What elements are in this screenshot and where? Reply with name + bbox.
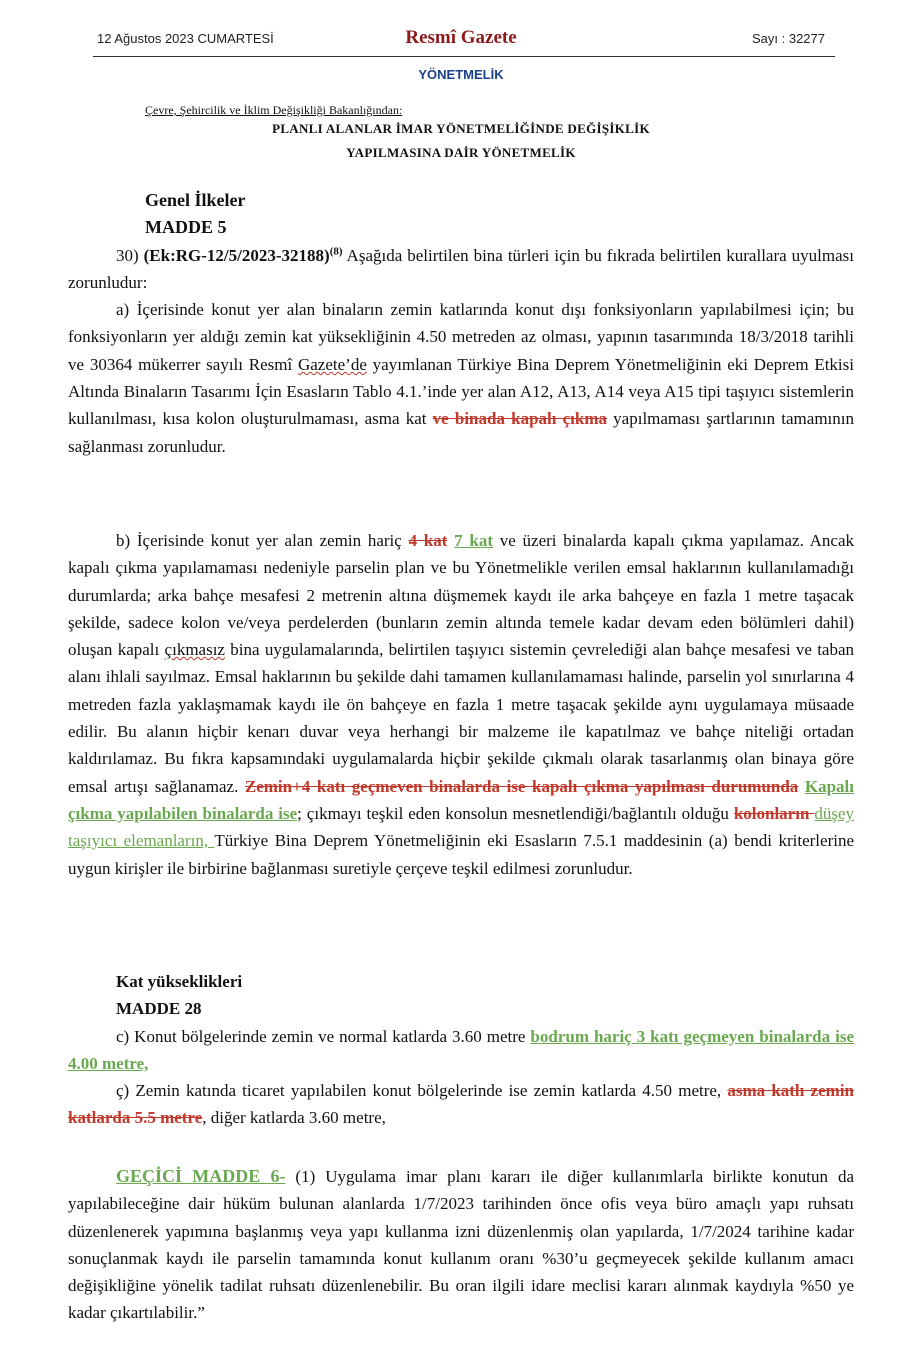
amendment-ref: (Ek:RG-12/5/2023-32188) <box>143 245 330 265</box>
deleted-text: kolonların <box>733 803 815 823</box>
clause-c <box>68 1023 854 1078</box>
section-heading: Kat yükseklikleri <box>116 972 243 991</box>
clause-text: ve üzeri binalarda kapalı çıkma yapılamaz. Ancak kapalı çıkma yapılamaması nedeniyle parselin plan ve bu Yönetmelikle verilen emsal haklarının kullanılamadığı durumlarda; arka bahçe mesafesi 2 metrenin altına düşmemek kaydı ile arka bahçeye en fazla 1 metre taşacak şekilde, sadece kolon ve/veya perdelerden (bunların zemin altında temele kadar devam eden bölümleri dahil) oluşan kapalı <box>68 531 855 660</box>
gazette-title: Resmî Gazete <box>405 27 517 48</box>
header-date: 12 Ağustos 2023 CUMARTESİ <box>97 31 274 46</box>
ministry-line: Çevre, Şehircilik ve İklim Değişikliği Bakanlığından: <box>145 103 403 117</box>
clause-text: yapılmaması şartlarının tamamının sağlanması zorunludur. <box>68 409 854 456</box>
clause-text: ; çıkmayı teşkil eden konsolun mesnetlendiği/bağlantılı olduğu <box>297 803 734 823</box>
deleted-text: Zemin+4 katı geçmeven binalarda ise kapalı çıkma yapılması durumunda <box>244 776 799 796</box>
header-rule <box>93 56 835 57</box>
clause-text: , diğer katlarda 3.60 metre, <box>202 1108 386 1128</box>
footnote-ref: (8) <box>329 244 343 257</box>
clause-text: yayımlanan Türkiye Bina Deprem Yönetmeliğinin eki Deprem Etkisi Altında Binaların Tasarımı İçin Esasların Tablo 4.1.’inde yer alan A12, A13, A14 veya A15 tipi taşıyıcı sistemlerin kullanılması, kısa kolon oluşturulmaması, asma kat <box>68 354 854 429</box>
deleted-text: asma katlı zemin katlarda 5.5 metre <box>68 1081 854 1128</box>
deleted-text: ve binada kapalı çıkma <box>432 409 608 429</box>
section-heading: Genel İlkeler <box>145 190 246 210</box>
article-number: MADDE 5 <box>145 217 227 238</box>
temporary-article-6 <box>68 1163 854 1327</box>
clause-text: bina uygulamalarında, belirtilen taşıyıcı sistemin çevrelediği alan bahçe mesafesi ve taban alanı ihlali sayılmaz. Emsal haklarının bu şekilde dahi tamamen kullanılamaması halinde, parselin yol sınırlarına 4 metreden fazla yaklaşmamak kaydı ile ön bahçeye en fazla 1 metre taşacak şekilde aynı uygulamaya müsaade edilir. Bu alanın hiçbir kenarı duvar veya herhangi bir malzeme ile kapatılmaz ve bahçe niteliği ortadan kaldırılamaz. Bu fıkra kapsamındaki uygulamalarda hiçbir şekilde çıkmalı olarak tasarlanmış olan binaya göre emsal artışı sağlanamaz. <box>68 640 855 796</box>
regulation-title-line-1: PLANLI ALANLAR İMAR YÖNETMELİĞİNDE DEĞİŞİKLİK <box>272 121 650 136</box>
inserted-text: bodrum hariç 3 katı geçmeyen binalarda ise 4.00 metre, <box>68 1026 854 1073</box>
article-text: (1) Uygulama imar planı kararı ile diğer kullanımlarla birlikte konutun da yapılabileceğine dair hüküm bulunan alanlarda 1/7/2023 tarihinden önce ofis veya büro amaçlı yapı ruhsatı düzenlenerek yapımına başlanmış veya yapı kullanma izni düzenlenmiş olan yapılarda, 1/7/2024 tarihine kadar sonuçlanmak kaydı ile parselin tamamında konut kullanım oranı %30’u geçmeyecek şekilde kullanım amacı değişikliğine yönelik tadilat ruhsatı düzenlenebilir. Bu oran ilgili idare meclisi kararı alınmak kaydıyla %50 ye kadar çıkartılabilir.” <box>68 1167 854 1323</box>
clause-text: b) İçerisinde konut yer alan zemin hariç <box>116 531 409 550</box>
clause-text: a) İçerisinde konut yer alan binaların zemin katlarında konut dışı fonksiyonların yapılabilmesi için; bu fonksiyonların yer aldığı zemin kat yüksekliğinin 4.50 metreden az olması, yapının tasarımında 18/3/2018 tarihli ve 30364 mükerrer sayılı Resmî <box>68 300 854 374</box>
deleted-text: 4 kat <box>408 531 448 550</box>
article-28-block <box>68 968 854 1132</box>
spellcheck-word: Gazete’de <box>297 354 367 374</box>
regulation-title-line-2: YAPILMASINA DAİR YÖNETMELİK <box>346 145 576 160</box>
issue-number: Sayı : 32277 <box>752 31 825 46</box>
clause-b-paragraph <box>68 527 854 882</box>
inserted-text: düşey taşıyıcı elemanların, <box>68 803 854 851</box>
clause-text: Türkiye Bina Deprem Yönetmeliğinin eki Esasların 7.5.1 maddesinin (a) bendi kriterlerine uygun kirişler ile birbirine bağlanması suretiyle çerçeve teşkil edilmesi zorunludur. <box>68 831 854 878</box>
clause-text: ç) Zemin katında ticaret yapılabilen konut bölgelerinde ise zemin katlarda 4.50 metre, <box>116 1081 728 1101</box>
clause-text: c) Konut bölgelerinde zemin ve normal katlarda 3.60 metre <box>116 1026 531 1046</box>
spellcheck-word: çıkmasız <box>164 640 225 660</box>
paragraph-30 <box>68 242 854 297</box>
inserted-text: Kapalı çıkma yapılabilen binalarda ise <box>68 776 854 823</box>
clause-b <box>68 527 854 882</box>
paragraph-number: 30) <box>116 245 144 265</box>
temporary-article-paragraph <box>68 1163 854 1327</box>
section-label: YÖNETMELİK <box>418 67 504 82</box>
article-5-block <box>68 187 854 460</box>
article-number: MADDE 28 <box>116 999 202 1019</box>
paragraph-text: Aşağıda belirtilen bina türleri için bu fıkrada belirtilen kurallara uyulması zorunludur: <box>68 245 854 292</box>
inserted-text: 7 kat <box>454 531 494 550</box>
space <box>798 777 805 796</box>
clause-c-cedilla <box>68 1077 854 1132</box>
inserted-heading: GEÇİCİ MADDE 6- <box>116 1166 286 1186</box>
clause-a <box>68 296 854 460</box>
